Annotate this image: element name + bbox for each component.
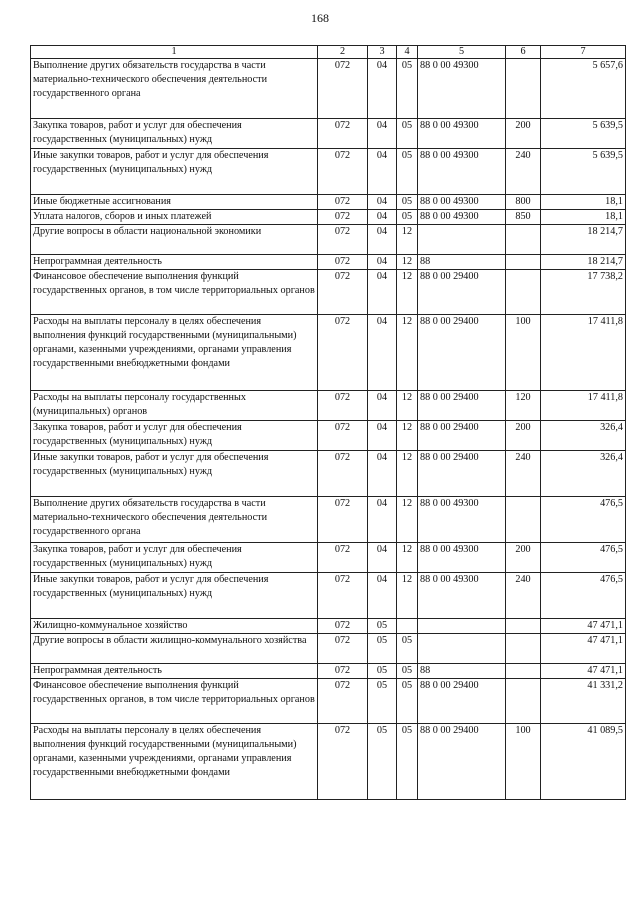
subsection-code-cell: 12 (397, 391, 418, 421)
grbs-code-cell: 072 (318, 451, 368, 497)
subsection-code-cell: 12 (397, 315, 418, 391)
amount-cell: 326,4 (541, 451, 626, 497)
column-number: 6 (506, 46, 541, 59)
row-name-cell: Финансовое обеспечение выполнения функций государственных органов, в том числе территориальных органов (31, 679, 318, 724)
table-row (31, 195, 626, 210)
grbs-code-cell: 072 (318, 149, 368, 195)
expense-type-cell (506, 634, 541, 664)
amount-cell: 41 331,2 (541, 679, 626, 724)
expense-type-cell: 100 (506, 315, 541, 391)
expense-type-cell: 100 (506, 724, 541, 800)
table-row (31, 149, 626, 195)
amount-cell: 18,1 (541, 210, 626, 225)
grbs-code-cell: 072 (318, 119, 368, 149)
subsection-code-cell: 12 (397, 255, 418, 270)
target-article-cell: 88 0 00 29400 (418, 315, 506, 391)
section-code-cell: 04 (368, 543, 397, 573)
grbs-code-cell: 072 (318, 543, 368, 573)
section-code-cell: 05 (368, 634, 397, 664)
amount-cell: 47 471,1 (541, 634, 626, 664)
target-article-cell: 88 0 00 49300 (418, 210, 506, 225)
target-article-cell: 88 0 00 49300 (418, 119, 506, 149)
section-code-cell: 04 (368, 59, 397, 119)
row-name-cell: Иные закупки товаров, работ и услуг для обеспечения государственных (муниципальных) нужд (31, 451, 318, 497)
subsection-code-cell: 05 (397, 195, 418, 210)
row-name-cell: Расходы на выплаты персоналу в целях обеспечения выполнения функций государственными (муниципальными) органами, казенными учреждениями, органами управления государственными внебюджетными фондами (31, 724, 318, 800)
expense-type-cell (506, 255, 541, 270)
amount-cell: 5 639,5 (541, 119, 626, 149)
section-code-cell: 04 (368, 119, 397, 149)
grbs-code-cell: 072 (318, 664, 368, 679)
target-article-cell: 88 0 00 29400 (418, 724, 506, 800)
grbs-code-cell: 072 (318, 195, 368, 210)
expense-type-cell: 200 (506, 421, 541, 451)
table-row (31, 664, 626, 679)
expense-type-cell: 200 (506, 543, 541, 573)
section-code-cell: 04 (368, 391, 397, 421)
target-article-cell (418, 619, 506, 634)
row-name-cell: Жилищно-коммунальное хозяйство (31, 619, 318, 634)
table-row (31, 543, 626, 573)
page-number: 168 (311, 11, 329, 25)
row-name-cell: Закупка товаров, работ и услуг для обеспечения государственных (муниципальных) нужд (31, 421, 318, 451)
target-article-cell: 88 0 00 29400 (418, 421, 506, 451)
section-code-cell: 05 (368, 619, 397, 634)
grbs-code-cell: 072 (318, 679, 368, 724)
row-name-cell: Иные закупки товаров, работ и услуг для обеспечения государственных (муниципальных) нужд (31, 573, 318, 619)
amount-cell: 18 214,7 (541, 255, 626, 270)
grbs-code-cell: 072 (318, 255, 368, 270)
amount-cell: 476,5 (541, 573, 626, 619)
section-code-cell: 04 (368, 225, 397, 255)
grbs-code-cell: 072 (318, 315, 368, 391)
table-row (31, 421, 626, 451)
column-number: 1 (31, 46, 318, 59)
section-code-cell: 04 (368, 255, 397, 270)
row-name-cell: Выполнение других обязательств государства в части материально-технического обеспечения деятельности государственного органа (31, 497, 318, 543)
column-number: 7 (541, 46, 626, 59)
table-row (31, 210, 626, 225)
row-name-cell: Другие вопросы в области жилищно-коммунального хозяйства (31, 634, 318, 664)
amount-cell: 5 639,5 (541, 149, 626, 195)
expense-type-cell: 240 (506, 451, 541, 497)
grbs-code-cell: 072 (318, 634, 368, 664)
section-code-cell: 04 (368, 195, 397, 210)
grbs-code-cell: 072 (318, 391, 368, 421)
grbs-code-cell: 072 (318, 270, 368, 315)
table-row (31, 270, 626, 315)
expense-type-cell: 240 (506, 573, 541, 619)
amount-cell: 47 471,1 (541, 664, 626, 679)
amount-cell: 18,1 (541, 195, 626, 210)
target-article-cell: 88 0 00 49300 (418, 573, 506, 619)
amount-cell: 18 214,7 (541, 225, 626, 255)
table-row (31, 255, 626, 270)
section-code-cell: 04 (368, 315, 397, 391)
row-name-cell: Расходы на выплаты персоналу в целях обеспечения выполнения функций государственными (муниципальными) органами, казенными учреждениями, органами управления государственными внебюджетными фондами (31, 315, 318, 391)
budget-table (30, 45, 626, 800)
target-article-cell: 88 (418, 255, 506, 270)
section-code-cell: 05 (368, 724, 397, 800)
amount-cell: 476,5 (541, 543, 626, 573)
expense-type-cell (506, 59, 541, 119)
section-code-cell: 04 (368, 270, 397, 315)
row-name-cell: Финансовое обеспечение выполнения функций государственных органов, в том числе территориальных органов (31, 270, 318, 315)
subsection-code-cell: 12 (397, 497, 418, 543)
row-name-cell: Закупка товаров, работ и услуг для обеспечения государственных (муниципальных) нужд (31, 119, 318, 149)
row-name-cell: Непрограммная деятельность (31, 255, 318, 270)
expense-type-cell: 120 (506, 391, 541, 421)
subsection-code-cell: 05 (397, 119, 418, 149)
subsection-code-cell: 05 (397, 149, 418, 195)
grbs-code-cell: 072 (318, 573, 368, 619)
table-row (31, 573, 626, 619)
expense-type-cell: 850 (506, 210, 541, 225)
grbs-code-cell: 072 (318, 59, 368, 119)
subsection-code-cell (397, 619, 418, 634)
grbs-code-cell: 072 (318, 225, 368, 255)
row-name-cell: Другие вопросы в области национальной экономики (31, 225, 318, 255)
section-code-cell: 04 (368, 421, 397, 451)
expense-type-cell (506, 664, 541, 679)
row-name-cell: Уплата налогов, сборов и иных платежей (31, 210, 318, 225)
target-article-cell (418, 225, 506, 255)
table-row (31, 724, 626, 800)
column-number-row (31, 46, 626, 59)
subsection-code-cell: 05 (397, 59, 418, 119)
section-code-cell: 04 (368, 451, 397, 497)
row-name-cell: Непрограммная деятельность (31, 664, 318, 679)
amount-cell: 17 738,2 (541, 270, 626, 315)
column-number: 2 (318, 46, 368, 59)
section-code-cell: 05 (368, 664, 397, 679)
amount-cell: 326,4 (541, 421, 626, 451)
expense-type-cell: 240 (506, 149, 541, 195)
amount-cell: 476,5 (541, 497, 626, 543)
amount-cell: 47 471,1 (541, 619, 626, 634)
target-article-cell: 88 0 00 49300 (418, 543, 506, 573)
table-row (31, 225, 626, 255)
amount-cell: 41 089,5 (541, 724, 626, 800)
table-row (31, 59, 626, 119)
expense-type-cell: 200 (506, 119, 541, 149)
section-code-cell: 04 (368, 573, 397, 619)
grbs-code-cell: 072 (318, 724, 368, 800)
section-code-cell: 05 (368, 679, 397, 724)
expense-type-cell (506, 619, 541, 634)
column-number: 4 (397, 46, 418, 59)
subsection-code-cell: 05 (397, 634, 418, 664)
subsection-code-cell: 05 (397, 210, 418, 225)
grbs-code-cell: 072 (318, 421, 368, 451)
row-name-cell: Иные бюджетные ассигнования (31, 195, 318, 210)
subsection-code-cell: 12 (397, 421, 418, 451)
expense-type-cell (506, 270, 541, 315)
subsection-code-cell: 12 (397, 543, 418, 573)
column-number: 3 (368, 46, 397, 59)
table-row (31, 391, 626, 421)
subsection-code-cell: 05 (397, 679, 418, 724)
target-article-cell: 88 0 00 49300 (418, 497, 506, 543)
row-name-cell: Закупка товаров, работ и услуг для обеспечения государственных (муниципальных) нужд (31, 543, 318, 573)
expense-type-cell: 800 (506, 195, 541, 210)
target-article-cell: 88 0 00 29400 (418, 270, 506, 315)
table-row (31, 619, 626, 634)
target-article-cell: 88 0 00 29400 (418, 679, 506, 724)
target-article-cell: 88 0 00 29400 (418, 451, 506, 497)
row-name-cell: Расходы на выплаты персоналу государственных (муниципальных) органов (31, 391, 318, 421)
table-row (31, 497, 626, 543)
target-article-cell: 88 0 00 49300 (418, 59, 506, 119)
subsection-code-cell: 05 (397, 724, 418, 800)
subsection-code-cell: 12 (397, 225, 418, 255)
target-article-cell: 88 (418, 664, 506, 679)
subsection-code-cell: 05 (397, 664, 418, 679)
section-code-cell: 04 (368, 497, 397, 543)
expense-type-cell (506, 225, 541, 255)
grbs-code-cell: 072 (318, 210, 368, 225)
target-article-cell: 88 0 00 49300 (418, 149, 506, 195)
table-row (31, 679, 626, 724)
expense-type-cell (506, 497, 541, 543)
subsection-code-cell: 12 (397, 573, 418, 619)
row-name-cell: Выполнение других обязательств государства в части материально-технического обеспечения деятельности государственного органа (31, 59, 318, 119)
table-row (31, 119, 626, 149)
table-row (31, 634, 626, 664)
grbs-code-cell: 072 (318, 497, 368, 543)
table-row (31, 315, 626, 391)
amount-cell: 17 411,8 (541, 391, 626, 421)
target-article-cell (418, 634, 506, 664)
subsection-code-cell: 12 (397, 451, 418, 497)
grbs-code-cell: 072 (318, 619, 368, 634)
expense-type-cell (506, 679, 541, 724)
section-code-cell: 04 (368, 149, 397, 195)
amount-cell: 5 657,6 (541, 59, 626, 119)
table-row (31, 451, 626, 497)
target-article-cell: 88 0 00 49300 (418, 195, 506, 210)
amount-cell: 17 411,8 (541, 315, 626, 391)
target-article-cell: 88 0 00 29400 (418, 391, 506, 421)
row-name-cell: Иные закупки товаров, работ и услуг для обеспечения государственных (муниципальных) нужд (31, 149, 318, 195)
subsection-code-cell: 12 (397, 270, 418, 315)
section-code-cell: 04 (368, 210, 397, 225)
column-number: 5 (418, 46, 506, 59)
